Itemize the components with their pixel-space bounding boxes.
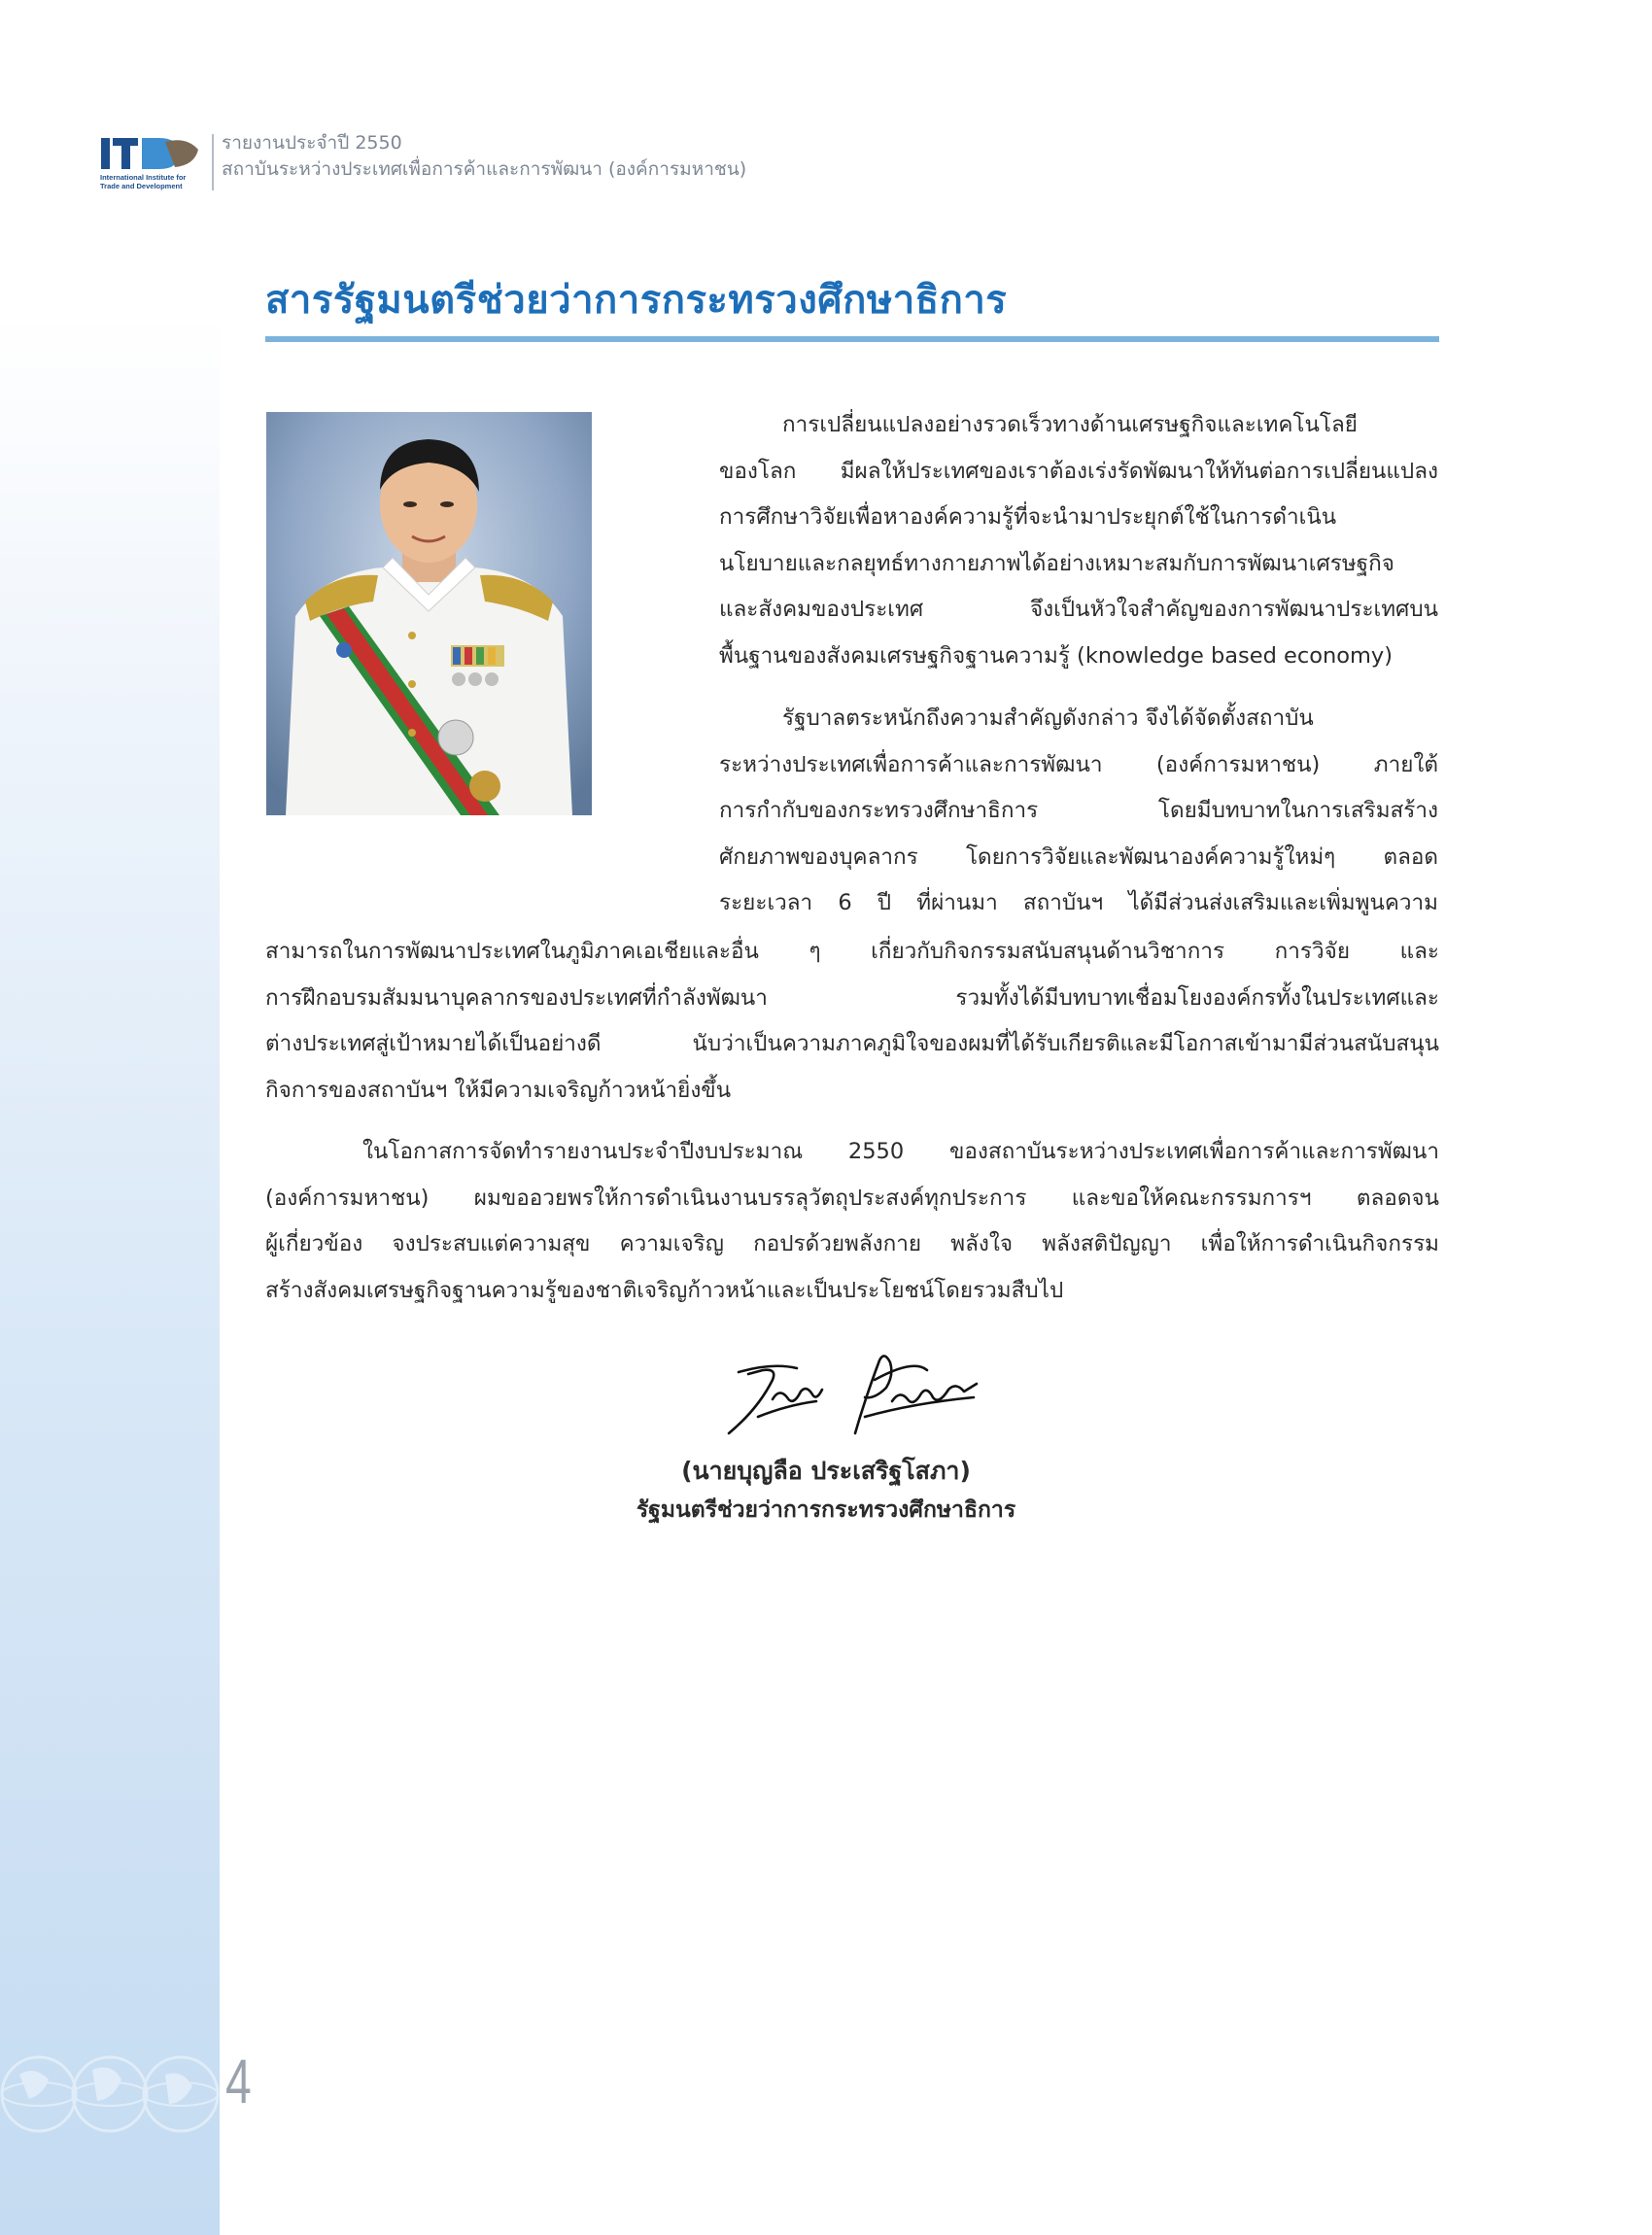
text-line: ระยะเวลา 6 ปี ที่ผ่านมา สถาบันฯ ได้มีส่วนส่งเสริมและเพิ่มพูนความ	[719, 890, 1438, 916]
text-line: พื้นฐานของสังคมเศรษฐกิจฐานความรู้ (knowledge based economy)	[719, 642, 1394, 669]
handwritten-signature	[719, 1341, 981, 1443]
text-line: สร้างสังคมเศรษฐกิจฐานความรู้ของชาติเจริญก้าวหน้าและเป็นประโยชน์โดยรวมสืบไป	[265, 1277, 1064, 1303]
report-year-label: รายงานประจำปี 2550	[222, 132, 402, 154]
paragraph-2-upper	[719, 696, 1438, 927]
minister-portrait	[266, 412, 592, 815]
text-line: การฝึกอบรมสัมมนาบุคลากรของประเทศที่กำลังพัฒนา รวมทั้งได้มีบทบาทเชื่อมโยงองค์กรทั้งในประเทศและ	[265, 984, 1439, 1011]
text-line: ระหว่างประเทศเพื่อการค้าและการพัฒนา (องค์การมหาชน) ภายใต้	[719, 751, 1438, 777]
page-header	[99, 130, 746, 192]
text-line: การศึกษาวิจัยเพื่อหาองค์ความรู้ที่จะนำมาประยุกต์ใช้ในการดำเนิน	[719, 504, 1337, 531]
itd-logo	[99, 130, 204, 192]
text-line: กิจการของสถาบันฯ ให้มีความเจริญก้าวหน้ายิ่งขึ้น	[265, 1077, 732, 1103]
header-text	[222, 130, 746, 183]
paragraph-2-lower	[265, 929, 1439, 1114]
side-gradient-band	[0, 0, 220, 2235]
institute-name: สถาบันระหว่างประเทศเพื่อการค้าและการพัฒนา (องค์การมหาชน)	[222, 158, 747, 180]
page-number: 4	[225, 2046, 252, 2116]
text-line: รัฐบาลตระหนักถึงความสำคัญดังกล่าว จึงได้จัดตั้งสถาบัน	[782, 705, 1314, 731]
text-line: ต่างประเทศสู่เป้าหมายได้เป็นอย่างดี นับว่าเป็นความภาคภูมิใจของผมที่ได้รับเกียรติและมีโอกาสเข้ามามีส่วนสนับสนุน	[265, 1031, 1439, 1057]
globe-map-decoration	[0, 2021, 220, 2167]
text-line: และสังคมของประเทศ จึงเป็นหัวใจสำคัญของการพัฒนาประเทศบน	[719, 597, 1438, 623]
svg-text:Trade and Development: Trade and Development	[100, 182, 183, 190]
title-underline	[265, 336, 1439, 342]
svg-text:International Institute for: International Institute for	[100, 173, 187, 182]
signatory-name: (นายบุญลือ ประเสริฐโสภา)	[681, 1457, 971, 1485]
paragraph-1	[719, 402, 1438, 680]
text-line: (องค์การมหาชน) ผมขออวยพรให้การดำเนินงานบรรลุวัตถุประสงค์ทุกประการ และขอให้คณะกรรมการฯ ตลอดจน	[265, 1185, 1439, 1211]
text-line: นโยบายและกลยุทธ์ทางกายภาพได้อย่างเหมาะสมกับการพัฒนาเศรษฐกิจ	[719, 550, 1394, 576]
text-line: สามารถในการพัฒนาประเทศในภูมิภาคเอเชียและอื่น ๆ เกี่ยวกับกิจกรรมสนับสนุนด้านวิชาการ การวิจัย และ	[265, 939, 1439, 964]
text-line: ในโอกาสการจัดทำรายงานประจำปีงบประมาณ 2550 ของสถาบันระหว่างประเทศเพื่อการค้าและการพัฒนา	[362, 1139, 1439, 1164]
text-line: การเปลี่ยนแปลงอย่างรวดเร็วทางด้านเศรษฐกิจและเทคโนโลยี	[782, 412, 1358, 437]
header-divider	[212, 134, 214, 190]
text-line: ศักยภาพของบุคลากร โดยการวิจัยและพัฒนาองค์ความรู้ใหม่ๆ ตลอด	[719, 843, 1438, 870]
text-line: ผู้เกี่ยวข้อง จงประสบแต่ความสุข ความเจริญ กอปรด้วยพลังกาย พลังใจ พลังสติปัญญา เพื่อให้การดำเนินกิจกรรม	[265, 1231, 1439, 1257]
page-title: สารรัฐมนตรีช่วยว่าการกระทรวงศึกษาธิการ	[265, 278, 1008, 323]
signatory-position: รัฐมนตรีช่วยว่าการกระทรวงศึกษาธิการ	[636, 1497, 1016, 1523]
text-line: การกำกับของกระทรวงศึกษาธิการ โดยมีบทบาทในการเสริมสร้าง	[719, 798, 1438, 824]
text-line: ของโลก มีผลให้ประเทศของเราต้องเร่งรัดพัฒนาให้ทันต่อการเปลี่ยนแปลง	[719, 458, 1438, 484]
paragraph-3	[265, 1129, 1439, 1314]
